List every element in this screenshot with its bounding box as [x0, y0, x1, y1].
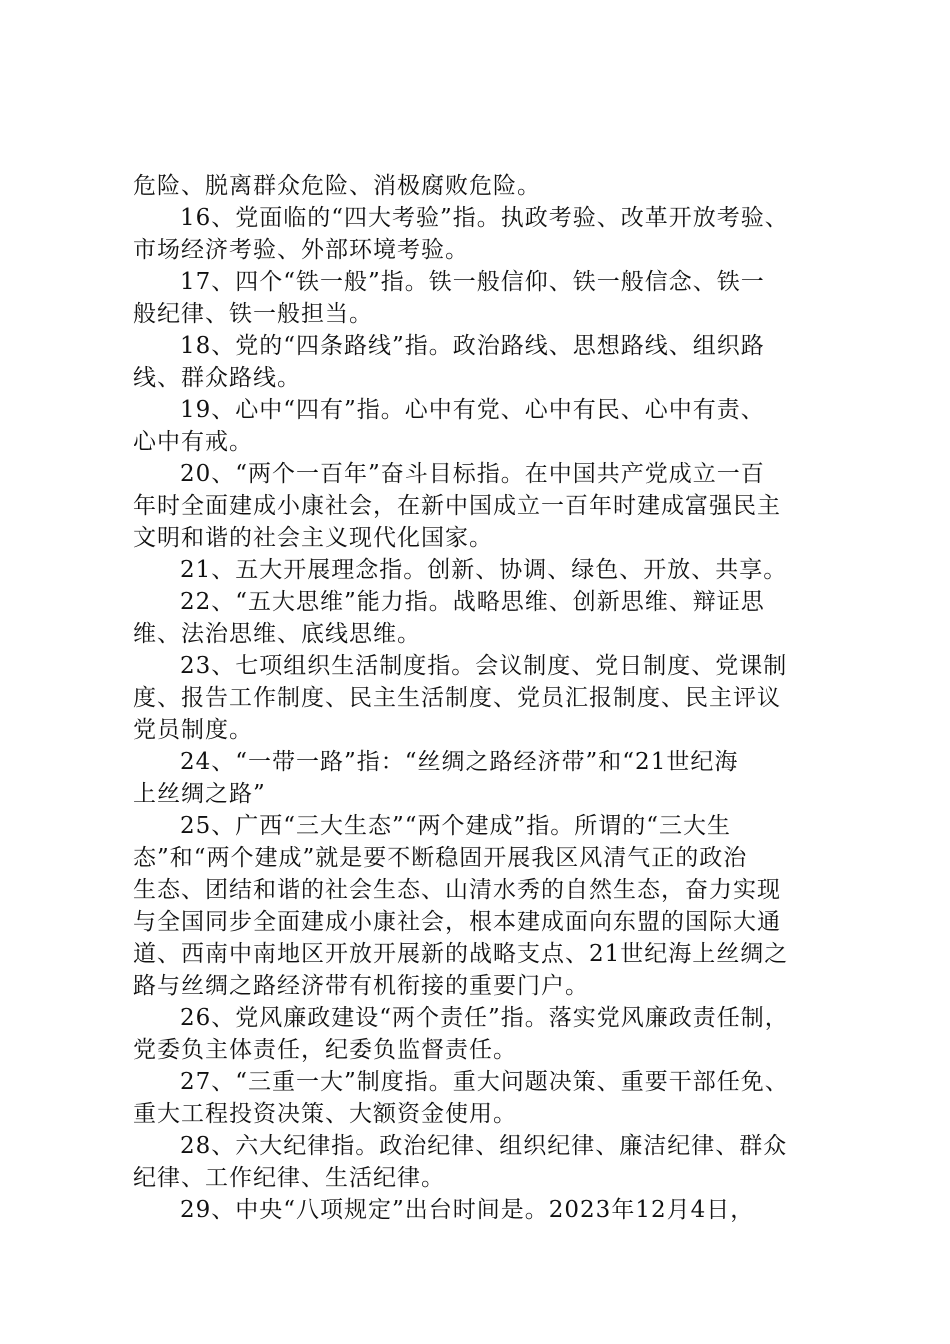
text-line: 上丝绸之路” — [133, 781, 266, 807]
document-body — [133, 170, 833, 1226]
text-line: 17、四个“铁一般”指。铁一般信仰、铁一般信念、铁一 — [180, 269, 765, 295]
text-line: 路与丝绸之路经济带有机衔接的重要门户。 — [133, 973, 589, 999]
text-line: 市场经济考验、外部环境考验。 — [133, 237, 469, 263]
text-line: 28、六大纪律指。政治纪律、组织纪律、廉洁纪律、群众 — [180, 1133, 788, 1159]
text-line: 25、广西“三大生态”“两个建成”指。所谓的“三大生 — [180, 813, 732, 839]
text-line: 21、五大开展理念指。创新、协调、绿色、开放、共享。 — [180, 557, 788, 583]
text-line: 26、党风廉政建设“两个责任”指。落实党风廉政责任制， — [180, 1005, 789, 1031]
text-line: 度、报告工作制度、民主生活制度、党员汇报制度、民主评议 — [133, 685, 781, 711]
text-line: 20、“两个一百年”奋斗目标指。在中国共产党成立一百 — [180, 461, 765, 487]
text-line: 27、“三重一大”制度指。重大问题决策、重要干部任免、 — [180, 1069, 789, 1095]
text-line: 纪律、工作纪律、生活纪律。 — [133, 1165, 445, 1191]
text-line: 危险、脱离群众危险、消极腐败危险。 — [133, 173, 541, 199]
text-line: 维、法治思维、底线思维。 — [133, 621, 421, 647]
text-line: 文明和谐的社会主义现代化国家。 — [133, 525, 493, 551]
text-line: 生态、团结和谐的社会生态、山清水秀的自然生态，奋力实现 — [133, 877, 781, 903]
text-line: 般纪律、铁一般担当。 — [133, 301, 373, 327]
text-line: 党委负主体责任，纪委负监督责任。 — [133, 1037, 517, 1063]
text-line: 22、“五大思维”能力指。战略思维、创新思维、辩证思 — [180, 589, 765, 615]
text-line: 重大工程投资决策、大额资金使用。 — [133, 1101, 517, 1127]
text-line: 29、中央“八项规定”出台时间是。2023年12月4日， — [180, 1197, 755, 1223]
text-line: 23、七项组织生活制度指。会议制度、党日制度、党课制 — [180, 653, 788, 679]
text-line: 与全国同步全面建成小康社会，根本建成面向东盟的国际大通 — [133, 909, 781, 935]
text-line: 态”和“两个建成”就是要不断稳固开展我区风清气正的政治 — [133, 845, 748, 871]
text-line: 党员制度。 — [133, 717, 253, 743]
text-line: 24、“一带一路”指：“丝绸之路经济带”和“21世纪海 — [180, 749, 739, 775]
text-line: 19、心中“四有”指。心中有党、心中有民、心中有责、 — [180, 397, 765, 423]
text-line: 16、党面临的“四大考验”指。执政考验、改革开放考验、 — [180, 205, 789, 231]
text-line: 年时全面建成小康社会，在新中国成立一百年时建成富强民主 — [133, 493, 781, 519]
text-line: 心中有戒。 — [133, 429, 253, 455]
text-line: 线、群众路线。 — [133, 365, 301, 391]
text-line: 道、西南中南地区开放开展新的战略支点、21世纪海上丝绸之 — [133, 941, 789, 967]
text-line: 18、党的“四条路线”指。政治路线、思想路线、组织路 — [180, 333, 765, 359]
